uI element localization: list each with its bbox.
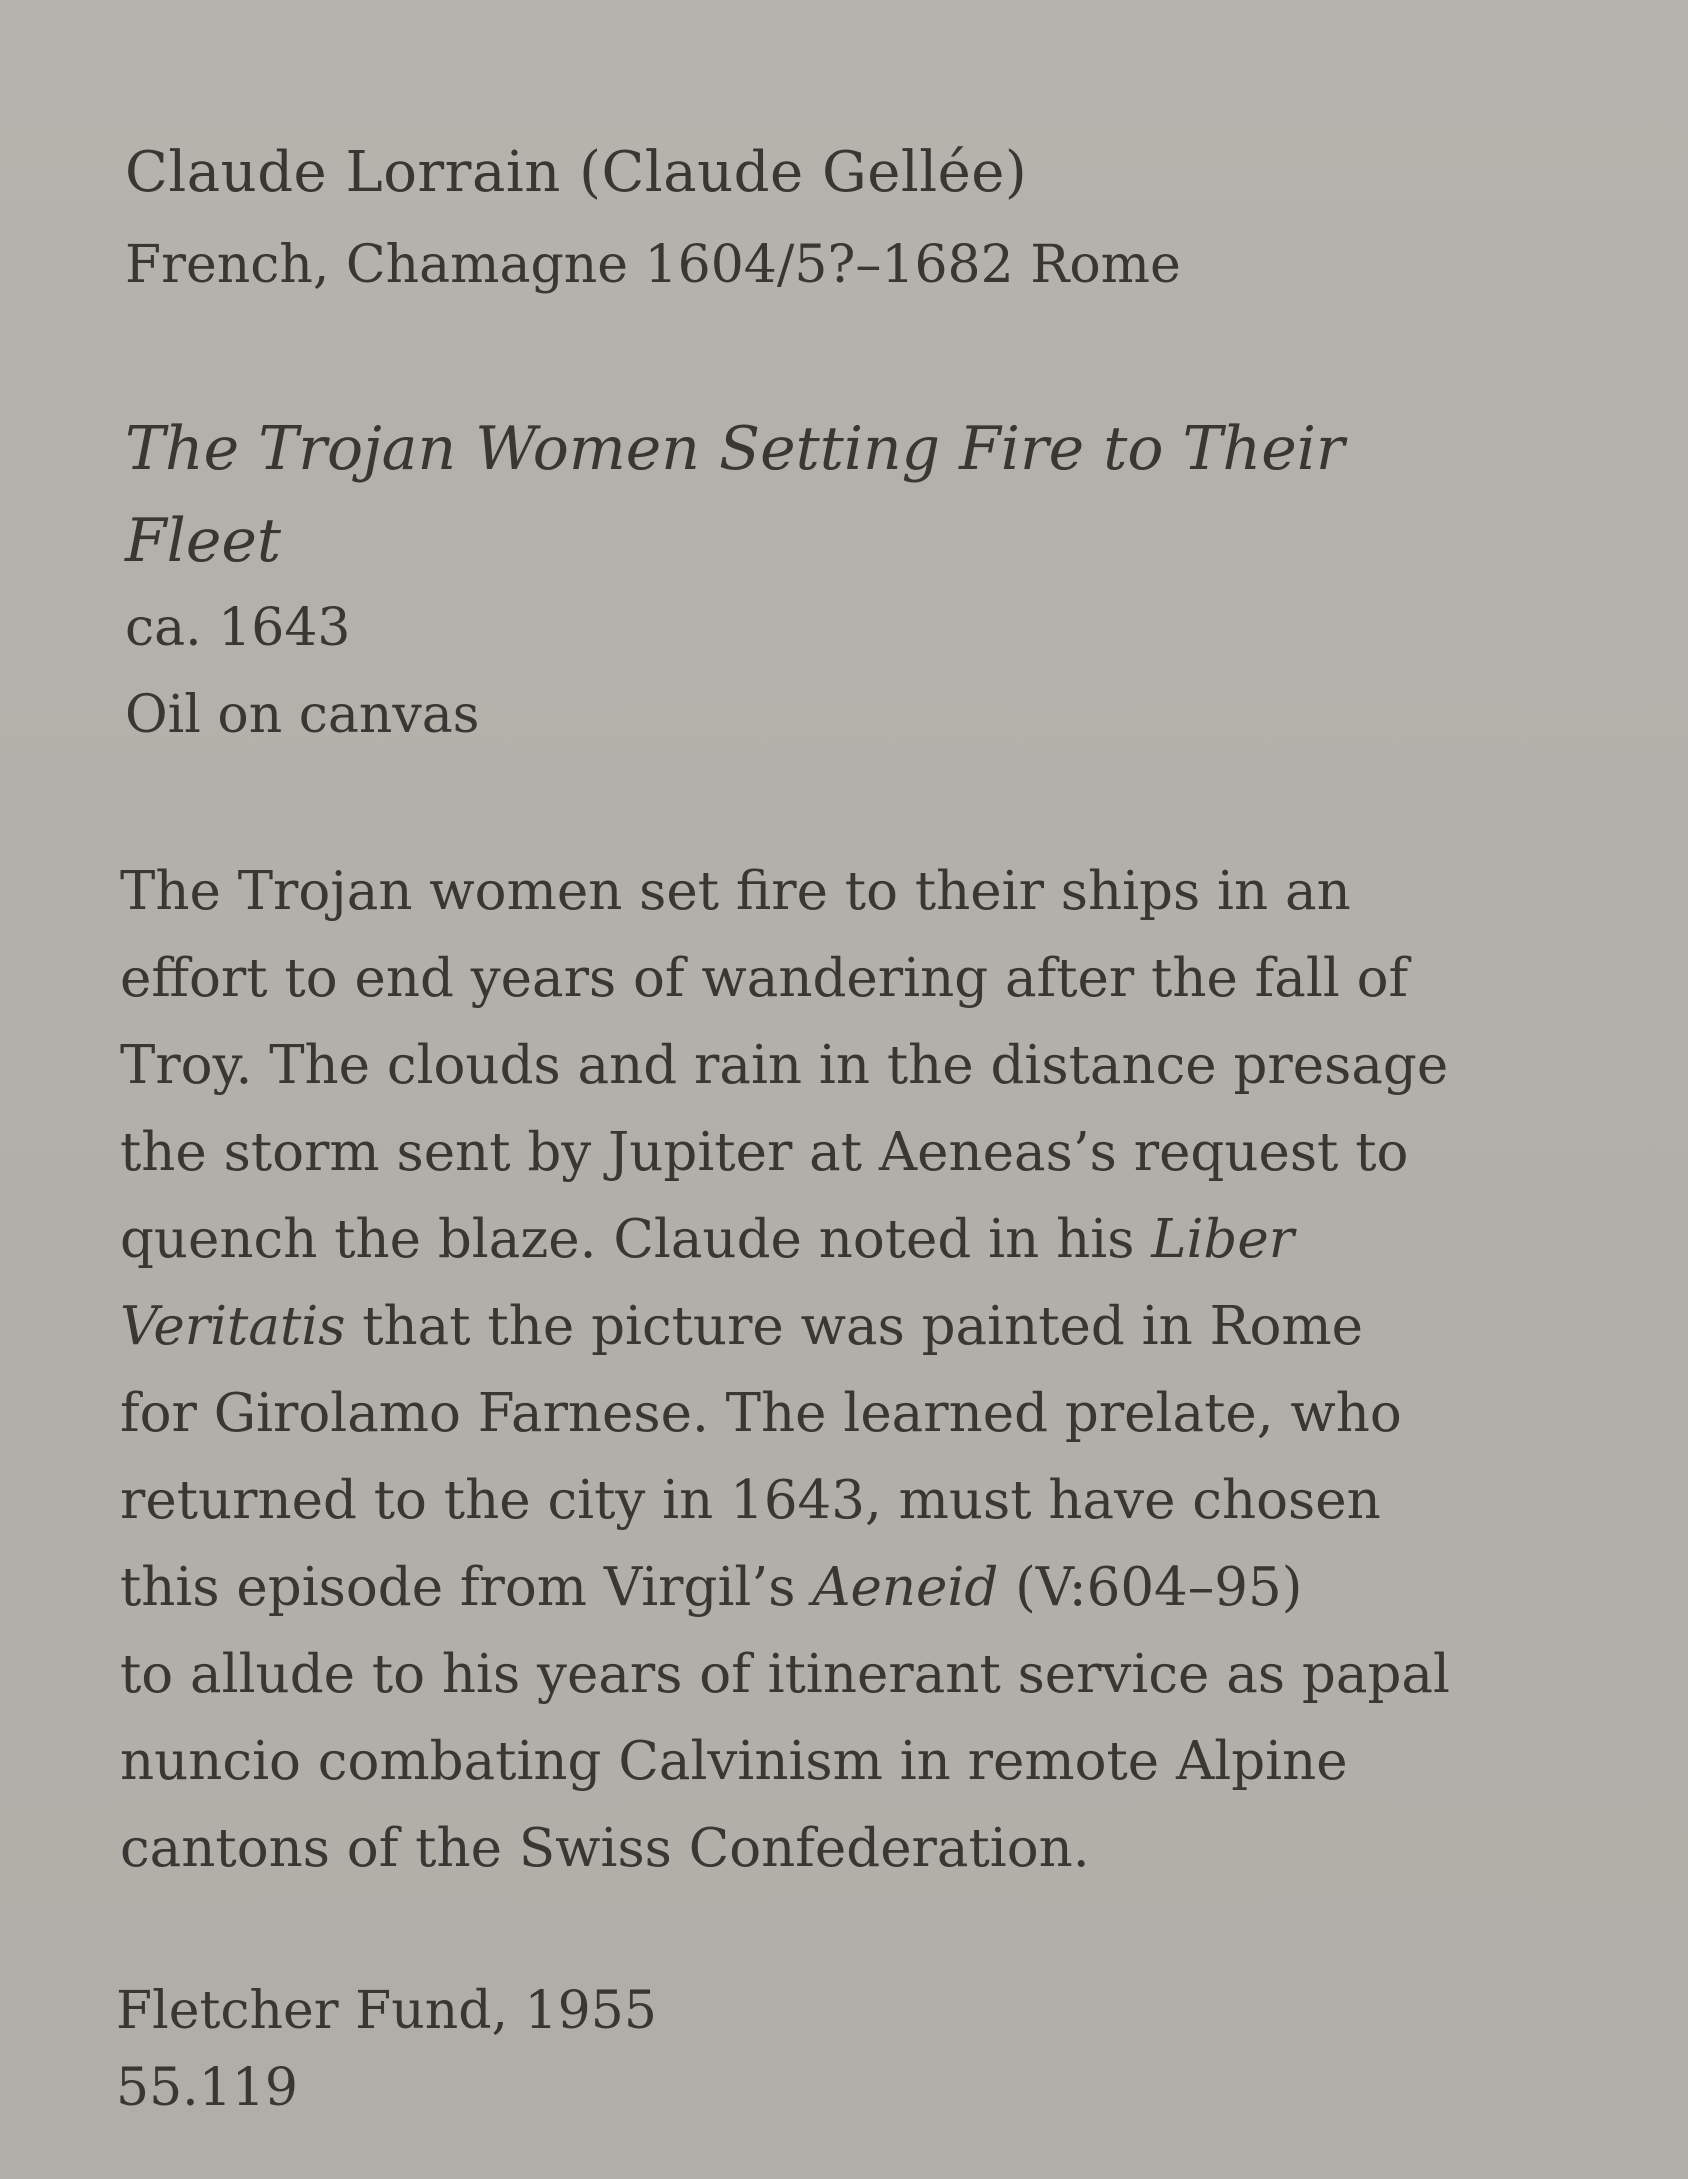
description-line: for Girolamo Farnese. The learned prelate, who (120, 1383, 1402, 1444)
description-line: returned to the city in 1643, must have chosen (120, 1470, 1381, 1531)
description-line: cantons of the Swiss Confederation. (120, 1818, 1090, 1879)
artwork-date: ca. 1643 (125, 598, 351, 658)
description-line: The Trojan women set fire to their ships in an (120, 861, 1351, 922)
description-italic-text: Veritatis (120, 1296, 346, 1357)
description-italic-text: Liber (1151, 1209, 1295, 1270)
description-line: to allude to his years of itinerant service as papal (120, 1644, 1450, 1705)
artwork-title-line-2: Fleet (125, 506, 281, 576)
artwork-description (120, 848, 1520, 1892)
description-line: the storm sent by Jupiter at Aeneas’s request to (120, 1122, 1409, 1183)
accession-number: 55.119 (116, 2058, 298, 2118)
description-line (120, 1196, 1520, 1283)
artwork-medium: Oil on canvas (125, 685, 480, 745)
credit-line: Fletcher Fund, 1955 (116, 1981, 657, 2041)
description-line (120, 1544, 1520, 1631)
artwork-title (125, 403, 1475, 587)
artist-name: Claude Lorrain (Claude Gellée) (125, 140, 1028, 205)
description-line (120, 1283, 1520, 1370)
description-line: Troy. The clouds and rain in the distance presage (120, 1035, 1449, 1096)
description-line: nuncio combating Calvinism in remote Alpine (120, 1731, 1348, 1792)
description-text: (V:604–95) (998, 1557, 1303, 1618)
description-line: effort to end years of wandering after the fall of (120, 948, 1409, 1009)
artist-nationality-dates: French, Chamagne 1604/5?–1682 Rome (125, 235, 1181, 295)
description-text: this episode from Virgil’s (120, 1557, 813, 1618)
description-text: quench the blaze. Claude noted in his (120, 1209, 1152, 1270)
description-text: that the picture was painted in Rome (345, 1296, 1364, 1357)
description-italic-text: Aeneid (812, 1557, 999, 1618)
artwork-title-line-1: The Trojan Women Setting Fire to Their (125, 414, 1345, 484)
